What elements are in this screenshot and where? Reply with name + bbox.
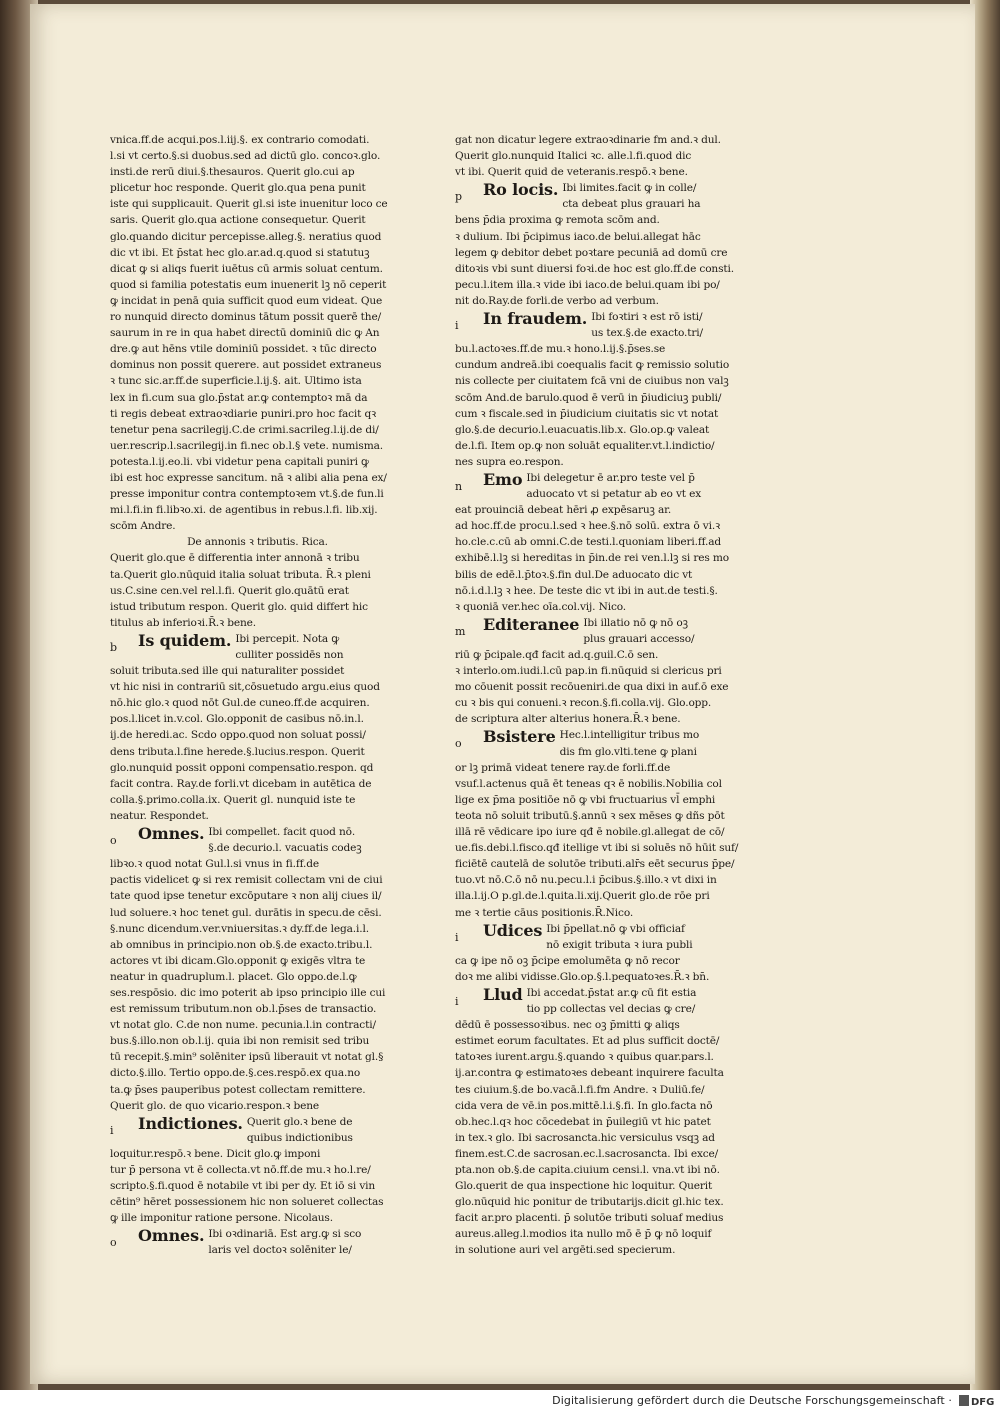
text-line: Ibi foꝛtiri ꝛ est rō isti/: [591, 311, 703, 324]
text-line: exhibē.l.lꝫ si hereditas in p̄in.de rei ven.l.lꝫ si res mo: [455, 552, 729, 565]
gloss-heading: [110, 631, 405, 663]
text-line: tuo.vt nō.C.ō nō nu.pecu.l.i p̄cibus.§.illo.ꝛ vt dixi in: [455, 874, 717, 887]
text-line: lex in fi.cum sua glo.p̄stat ar.ꝙ contemptoꝛ mā da: [110, 391, 368, 404]
text-line: lige ex p̄ma positiōe nō ꝙ vbi fructuarius vl̄ emphi: [455, 793, 716, 806]
gloss-section: [455, 985, 755, 1259]
text-block: [110, 550, 405, 630]
text-line: riū ꝙ p̄cipale.qđ facit ad.q.guil.C.ō sen.: [455, 649, 659, 661]
text-line: ꝛ quoniā ver.hec oīa.col.vij. Nico.: [455, 600, 626, 613]
gloss-heading: [455, 985, 755, 1017]
gloss-heading: [455, 309, 755, 341]
text-line: nō.i.d.l.lꝫ ꝛ hee. De teste dic vt ibi in aut.de testi.§.: [455, 584, 718, 597]
funding-credit: Digitalisierung gefördert durch die Deutsche Forschungsgemeinschaft ·: [552, 1394, 952, 1407]
text-line: actores vt ibi dicam.Glo.opponit ꝙ exigēs vltra te: [110, 954, 366, 967]
text-line: Ibi accedat.p̄stat ar.ꝙ cū fit estia: [526, 986, 697, 999]
text-line: glo.quando dicitur percepisse.alleg.§. neratius quod: [110, 230, 382, 243]
text-line: facit contra. Ray.de forli.vt dicebam in autētica de: [110, 777, 372, 790]
gloss-body: [455, 760, 755, 921]
text-line: iste qui supplicauit. Querit gl.si iste inuenitur loco ce: [110, 198, 388, 211]
gloss-body: [110, 856, 405, 1114]
dfg-logo-text: DFG: [971, 1397, 994, 1408]
gloss-section: [455, 180, 755, 309]
margin-letter: m: [455, 624, 466, 638]
text-line: potesta.l.ij.eo.li. vbi videtur pena capitali puniri ꝙ: [110, 455, 369, 468]
text-line: pactis videlicet ꝙ si rex remisit collectam vni de ciui: [110, 874, 383, 887]
text-line: tio pp collectas vel decias ꝙ cre/: [526, 1003, 696, 1016]
text-line: mi.l.fi.in fi.libꝛo.xi. de agentibus in rebus.l.fi. lib.xij.: [110, 504, 378, 517]
text-line: ditoꝛis vbi sunt diuersi foꝛi.de hoc est glo.ff.de consti.: [455, 262, 734, 275]
text-line: eat prouinciā debeat hēri ꝓ expēsaruꝫ ar.: [455, 504, 672, 517]
text-line: dominus non possit querere. aut possidet extraneus: [110, 359, 382, 372]
gloss-body: [110, 1146, 405, 1226]
gloss-section: [455, 470, 755, 615]
text-line: tur p̄ persona vt ē collecta.vt nō.ff.de mu.ꝛ ho.l.re/: [110, 1164, 371, 1176]
text-line: plus grauari accesso/: [583, 632, 695, 645]
text-line: vt hic nisi in contrariū sit,cōsuetudo argu.eius quod: [110, 681, 380, 694]
gloss-heading: [110, 824, 405, 856]
text-line: dis fm glo.vlti.tene ꝙ plani: [559, 745, 697, 758]
text-line: ob.hec.l.qꝛ hoc cōcedebat in p̄uilegiū vt hic patet: [455, 1115, 711, 1128]
heading-lines: [208, 824, 405, 856]
heading-lines: [235, 631, 405, 663]
text-line: Ibi limites.facit ꝙ in colle/: [562, 182, 697, 195]
text-line: colla.§.primo.colla.ix. Querit gl. nunquid iste te: [110, 793, 356, 806]
text-line: bus.§.illo.non ob.l.ij. quia ibi non remisit sed tribu: [110, 1035, 370, 1048]
gloss-heading: [110, 1114, 405, 1146]
text-line: illā rē vēdicare ipo iure qđ ē nobile.gl.allegat de cō/: [455, 826, 725, 839]
text-line: cundum andreā.ibi coequalis facit ꝙ remissio solutio: [455, 359, 730, 372]
text-line: estimet eorum facultates. Et ad plus sufficit doctē/: [455, 1035, 720, 1048]
text-line: ꝙ incidat in penā quia sufficit quod eum videat. Que: [110, 294, 383, 307]
text-line: bens p̄dia proxima ꝙ remota scōm and.: [455, 214, 660, 227]
text-line: de scriptura alter alterius honera.R̄.ꝛ bene.: [455, 713, 681, 726]
text-line: us tex.§.de exacto.tri/: [591, 327, 703, 340]
text-line: pecu.l.item illa.ꝛ vide ibi iaco.de belui.quam ibi po/: [455, 278, 720, 291]
text-line: Ibi oꝛdinariā. Est arg.ꝙ si sco: [208, 1228, 362, 1241]
text-line: teota nō soluit tributū.§.annū ꝛ sex mēses ꝙ dñs pōt: [455, 809, 725, 822]
heading-lines: [591, 309, 755, 341]
gloss-body: [455, 212, 755, 309]
text-line: culliter possidēs non: [235, 649, 344, 661]
text-line: glo.nunquid possit opponi compensatio.respon. qd: [110, 761, 374, 774]
gloss-section: [455, 615, 755, 728]
text-line: or lꝫ primā videat tenere ray.de forli.ff.de: [455, 761, 671, 774]
text-line: Ibi illatio nō ꝙ nō oꝫ: [583, 616, 688, 629]
heading-lines: [247, 1114, 405, 1146]
text-line: ij.de heredi.ac. Scdo oppo.quod non soluat possi/: [110, 729, 366, 742]
gloss-body: [455, 953, 755, 985]
text-line: dicto.§.illo. Tertio oppo.de.§.ces.respō.ex qua.no: [110, 1067, 361, 1080]
lemma-heading: In fraudem.: [483, 309, 588, 329]
lemma-heading: Ro locis.: [483, 180, 559, 200]
margin-letter: b: [110, 640, 117, 654]
margin-letter: i: [455, 994, 459, 1008]
text-line: presse imponitur contra contemptoꝛem vt.§.de fun.li: [110, 488, 384, 501]
text-line: §.nunc dicendum.ver.vniuersitas.ꝛ dy.ff.de lega.i.l.: [110, 922, 369, 935]
text-line: ti regis debeat extraoꝛdiarie puniri.pro hoc facit qꝛ: [110, 407, 376, 420]
text-line: ta.Querit glo.nūquid italia soluat tributa. R̄.ꝛ pleni: [110, 568, 371, 581]
gloss-section: [110, 1226, 405, 1258]
right-text-column: [455, 132, 755, 1259]
text-line: dre.ꝙ aut hēns vtile dominiū possidet. ꝛ tūc directo: [110, 343, 377, 356]
text-line: tatoꝛes iurent.argu.§.quando ꝛ quibus quar.pars.l.: [455, 1051, 714, 1064]
text-line: nes supra eo.respon.: [455, 455, 564, 468]
text-line: ue.fis.debi.l.fisco.qđ itellige vt ibi si soluēs nō hūit suf/: [455, 842, 739, 855]
text-line: istud tributum respon. Querit glo. quid differt hic: [110, 600, 368, 613]
text-line: Querit glo.que ē differentia inter annonā ꝛ tribu: [110, 552, 360, 565]
heading-lines: [562, 180, 755, 212]
text-line: dicat ꝙ si aliqs fuerit iuētus cū armis soluat centum.: [110, 262, 383, 275]
margin-letter: p: [455, 190, 462, 204]
text-line: Hec.l.intelligitur tribus mo: [559, 729, 700, 742]
text-line: scripto.§.fi.quod ē notabile vt ibi per dy. Et iō si vin: [110, 1180, 376, 1193]
text-line: cta debeat plus grauari ha: [562, 198, 701, 211]
margin-letter: n: [455, 479, 462, 493]
text-line: scōm Andre.: [110, 520, 176, 533]
text-line: insti.de rerū diui.§.thesauros. Querit glo.cui ap: [110, 166, 355, 179]
text-line: Ibi delegetur ē ar.pro teste vel p̄: [526, 471, 695, 484]
text-line: quod si familia potestatis eum inuenerit lꝫ nō ceperit: [110, 278, 387, 291]
text-line: ro nunquid directo dominus tātum possit querē the/: [110, 311, 382, 324]
margin-letter: o: [110, 834, 117, 848]
lemma-heading: Llud: [483, 984, 523, 1004]
text-line: bilis de edē.l.p̄toꝛ.§.fin dul.De aduocato dic vt: [455, 568, 693, 581]
text-line: nis collecte per ciuitatem fcā vni de ciuibus non valꝫ: [455, 375, 729, 388]
lemma-heading: Omnes.: [138, 1226, 205, 1246]
text-line: pos.l.licet in.v.col. Glo.opponit de casibus nō.in.l.: [110, 713, 364, 726]
book-page: [30, 4, 975, 1384]
text-line: ibi est hoc expresse sancitum. nā ꝛ alibi alia pena ex/: [110, 471, 387, 484]
gloss-body: [110, 663, 405, 824]
text-line: neatur. Respondet.: [110, 809, 209, 822]
text-line: tate quod ipse tenetur excōputare ꝛ non alij ciues il/: [110, 890, 382, 903]
text-line: Ibi percepit. Nota ꝙ: [235, 632, 340, 645]
dfg-logo: [958, 1393, 994, 1408]
text-line: in tex.ꝛ glo. Ibi sacrosancta.hic versiculus vsqꝫ ad: [455, 1131, 715, 1144]
text-line: legem ꝙ debitor debet poꝛtare pecuniā ad domū cre: [455, 246, 728, 259]
text-line: laris vel doctoꝛ solēniter le/: [208, 1244, 352, 1257]
digitization-footer: [0, 1390, 1000, 1412]
text-line: uer.rescrip.l.sacrilegij.in fi.nec ob.l.§ vete. numisma.: [110, 439, 383, 452]
gloss-body: [455, 502, 755, 615]
text-line: dēdū ē possessoꝛibus. nec oꝫ p̄mitti ꝙ aliqs: [455, 1019, 680, 1032]
gloss-section: [455, 727, 755, 920]
lemma-heading: Is quidem.: [138, 630, 232, 650]
margin-letter: i: [455, 930, 459, 944]
heading-lines: [527, 985, 755, 1017]
text-line: Ibi p̄pellat.nō ꝙ vbi officiaf: [546, 922, 685, 935]
text-line: lud soluere.ꝛ hoc tenet gul. durātis in specu.de cēsi.: [110, 906, 382, 919]
text-line: nit do.Ray.de forli.de verbo ad verbum.: [455, 294, 659, 307]
text-line: vt notat glo. C.de non nume. pecunia.l.in contracti/: [110, 1019, 376, 1032]
text-line: bu.l.actoꝛes.ff.de mu.ꝛ hono.l.ij.§.p̄ses.se: [455, 343, 666, 356]
text-line: saris. Querit glo.qua actione consequetur. Querit: [110, 214, 366, 227]
heading-lines: [526, 470, 755, 502]
text-line: cētin⁹ hēret possessionem hic non solueret collectas: [110, 1196, 384, 1209]
text-line: Glo.querit de qua inspectione hic loquitur. Querit: [455, 1180, 713, 1193]
text-line: ꝛ tunc sic.ar.ff.de superficie.l.ij.§. ait. Ultimo ista: [110, 375, 362, 388]
left-text-column: [110, 132, 405, 1259]
text-line: §.de decurio.l. vacuatis codeꝫ: [208, 842, 362, 855]
text-line: cida vera de vē.in pos.mittē.l.i.§.fi. In glo.facta nō: [455, 1099, 713, 1112]
gloss-heading: [455, 615, 755, 647]
text-line: finem.est.C.de sacrosan.ec.l.sacrosancta. Ibi exce/: [455, 1147, 719, 1160]
text-line: pta.non ob.§.de capita.ciuium censi.l. vna.vt ibi nō.: [455, 1164, 720, 1176]
text-line: neatur in quadruplum.l. placet. Glo oppo.de.l.ꝙ: [110, 970, 357, 983]
text-line: tes ciuium.§.de bo.vacā.l.fi.fm Andre. ꝛ Duliū.fe/: [455, 1083, 705, 1096]
margin-letter: o: [455, 737, 462, 751]
text-line: ꝛ interlo.om.iudi.l.cū pap.in fi.nūquid si clericus pri: [455, 665, 722, 678]
text-line: ca ꝙ ipe nō oꝫ p̄cipe emolumēta ꝙ nō recor: [455, 954, 680, 967]
rubric: De annonis ꝛ tributis. Rica.: [187, 536, 328, 549]
text-line: ficiētē cautelā de solutōe tributi.alr̄s eēt securus p̄pe/: [455, 858, 735, 871]
text-line: est remissum tributum.non ob.l.p̄ses de transactio.: [110, 1003, 377, 1016]
text-block: [455, 132, 755, 180]
text-line: aureus.alleg.l.modios ita nullo mō ē p̄ ꝙ nō loquif: [455, 1228, 712, 1241]
text-line: tenetur pena sacrilegij.C.de crimi.sacrileg.l.ij.de di/: [110, 423, 379, 436]
text-line: cu ꝛ bis qui conueni.ꝛ recon.§.fi.colla.vij. Glo.opp.: [455, 697, 712, 710]
text-line: Querit glo.nunquid Italici ꝛc. alle.l.fi.quod dic: [455, 150, 692, 163]
text-line: ꝛ dulium. Ibi p̄cipimus iaco.de belui.allegat hāc: [455, 230, 701, 243]
margin-letter: o: [110, 1236, 117, 1250]
text-line: Ibi compellet. facit quod nō.: [208, 826, 356, 839]
text-line: ta.ꝙ p̄ses pauperibus potest collectam remittere.: [110, 1083, 366, 1096]
text-line: ad hoc.ff.de procu.l.sed ꝛ hee.§.nō solū. extra ō vi.ꝛ: [455, 520, 720, 533]
gloss-section: [455, 921, 755, 985]
text-line: gat non dicatur legere extraoꝛdinarie fm and.ꝛ dul.: [455, 134, 721, 146]
text-line: doꝛ me alibi vidisse.Glo.op.§.l.pequatoꝛes.R̄.ꝛ bn̄.: [455, 970, 710, 983]
text-line: soluit tributa.sed ille qui naturaliter possidet: [110, 665, 345, 678]
gloss-section: [110, 631, 405, 824]
text-line: ses.respōsio. dic imo poterit ab ipso principio ille cui: [110, 986, 386, 999]
text-line: glo.nūquid hic ponitur de tributarijs.dicit gl.hic tex.: [455, 1196, 724, 1209]
text-line: dens tributa.l.fine herede.§.lucius.respon. Querit: [110, 745, 365, 758]
text-line: nō.hic glo.ꝛ quod nōt Gul.de cuneo.ff.de acquiren.: [110, 697, 370, 710]
gloss-heading: [455, 921, 755, 953]
text-line: mo cōuenit possit recōueniri.de qua dixi in auf.ō exe: [455, 681, 729, 694]
text-line: Querit glo. de quo vicario.respon.ꝛ bene: [110, 1099, 320, 1112]
text-line: quibus indictionibus: [246, 1131, 353, 1144]
text-line: plicetur hoc responde. Querit glo.qua pena punit: [110, 182, 366, 195]
lemma-heading: Omnes.: [138, 824, 205, 844]
gloss-heading: [455, 727, 755, 759]
text-line: titulus ab inferioꝛi.R̄.ꝛ bene.: [110, 616, 256, 629]
gloss-body: [455, 341, 755, 470]
gloss-section: [455, 309, 755, 470]
text-line: me ꝛ tertie cāus positionis.R̄.Nico.: [455, 906, 634, 919]
gloss-body: [455, 1017, 755, 1258]
heading-lines: [546, 921, 755, 953]
gloss-heading: [455, 470, 755, 502]
lemma-heading: Udices: [483, 920, 543, 940]
text-line: facit ar.pro placenti. p̄ solutōe tributi soluaf medius: [455, 1212, 724, 1225]
gloss-section: [110, 824, 405, 1114]
gloss-heading: [110, 1226, 405, 1258]
text-line: vt ibi. Querit quid de veteranis.respō.ꝛ bene.: [455, 166, 688, 179]
text-line: glo.§.de decurio.l.euacuatis.lib.x. Glo.op.ꝙ valeat: [455, 423, 710, 436]
gloss-body: [455, 647, 755, 727]
lemma-heading: Emo: [483, 469, 523, 489]
text-line: aduocato vt si petatur ab eo vt ex: [526, 488, 702, 501]
text-line: cum ꝛ fiscale.sed in p̄iudicium ciuitatis sic vt notat: [455, 407, 719, 420]
text-line: ho.cle.c.cū ab omni.C.de testi.l.quoniam liberi.ff.ad: [455, 536, 722, 549]
text-line: in solutione auri vel argēti.sed specierum.: [455, 1244, 676, 1257]
text-line: saurum in re in qua habet directū dominiū dic ꝙ An: [110, 327, 380, 340]
text-line: nō exigit tributa ꝛ iura publi: [546, 938, 693, 951]
margin-letter: i: [455, 319, 459, 333]
text-line: scōm And.de barulo.quod ē verū in p̄iudiciuꝫ publi/: [455, 391, 722, 404]
text-line: l.si vt certo.§.si duobus.sed ad dictū glo. concoꝛ.glo.: [110, 150, 381, 163]
text-line: us.C.sine cen.vel rel.l.fi. Querit glo.quātū erat: [110, 584, 349, 597]
text-line: ij.ar.contra ꝙ estimatoꝛes debeant inquirere faculta: [455, 1067, 724, 1080]
text-line: illa.l.ij.O p.gl.de.l.quita.li.xij.Querit glo.de rōe pri: [455, 890, 710, 903]
text-line: vsuf.l.actenus quā ēt teneas qꝛ ē nobilis.Nobilia col: [455, 777, 722, 790]
gloss-heading: [455, 180, 755, 212]
lemma-heading: Bsistere: [483, 727, 556, 747]
text-line: vnica.ff.de acqui.pos.l.iij.§. ex contrario comodati.: [110, 134, 370, 146]
gloss-section: [110, 1114, 405, 1227]
text-line: libꝛo.ꝛ quod notat Gul.l.si vnus in fi.ff.de: [110, 858, 320, 871]
heading-lines: [583, 615, 755, 647]
heading-lines: [208, 1226, 405, 1258]
margin-letter: i: [110, 1123, 114, 1137]
text-line: ꝙ ille imponitur ratione persone. Nicolaus.: [110, 1212, 333, 1225]
text-line: dic vt ibi. Et p̄stat hec glo.ar.ad.q.quod si statutuꝫ: [110, 246, 370, 259]
text-line: loquitur.respō.ꝛ bene. Dicit glo.ꝙ imponi: [110, 1147, 321, 1160]
heading-lines: [560, 727, 755, 759]
text-line: tū recepit.§.min⁹ solēniter ipsū liberauit vt notat gl.§: [110, 1051, 384, 1064]
text-line: de.l.fi. Item op.ꝙ non soluāt equaliter.vt.l.indictio/: [455, 439, 715, 452]
text-line: Querit glo.ꝛ bene de: [246, 1115, 353, 1128]
text-line: ab omnibus in principio.non ob.§.de exacto.tribu.l.: [110, 938, 373, 951]
text-block: [110, 132, 405, 534]
lemma-heading: Editeranee: [483, 614, 580, 634]
lemma-heading: Indictiones.: [138, 1113, 243, 1133]
